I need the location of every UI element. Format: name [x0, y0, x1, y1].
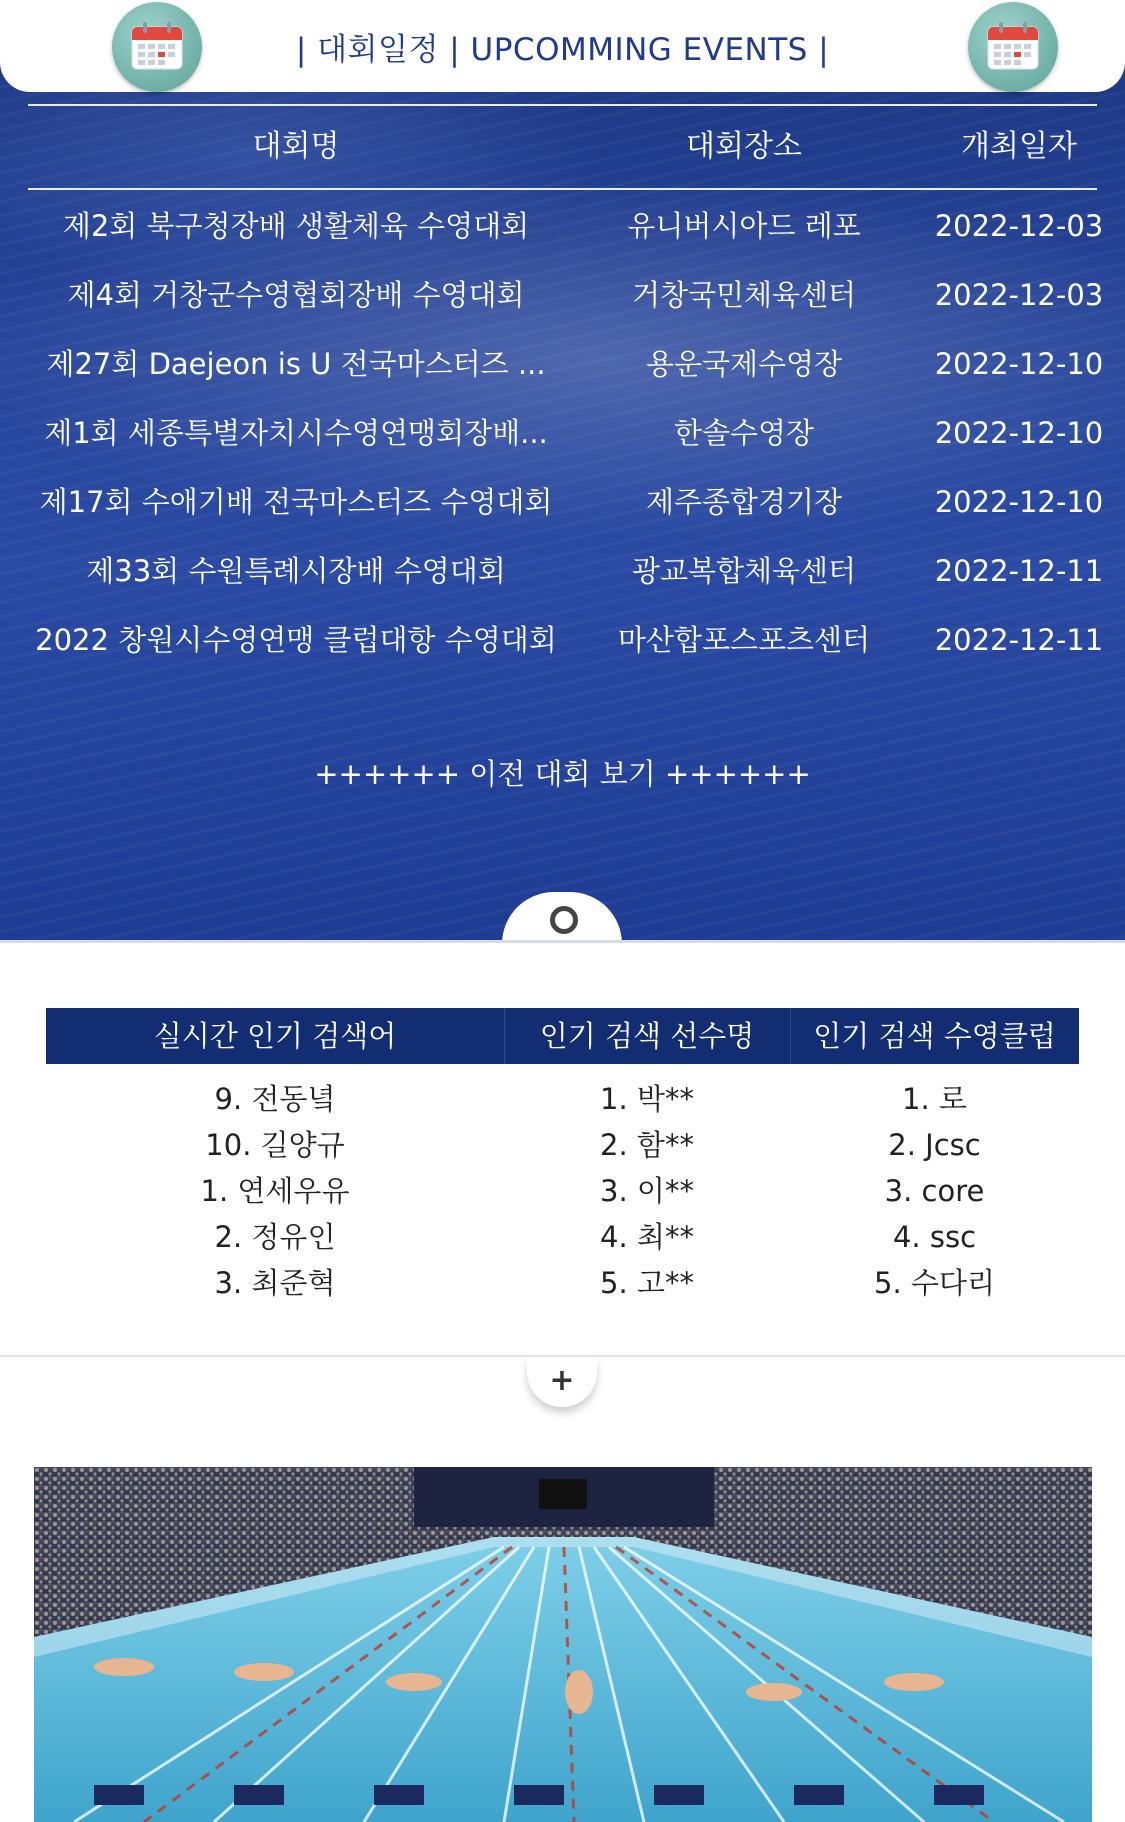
event-row[interactable] [28, 330, 1104, 399]
athlete-item[interactable]: 3. 이** [600, 1174, 694, 1208]
event-venue: 거창국민체육센터 [631, 278, 857, 312]
event-name[interactable]: 제4회 거창군수영협회장배 수영대회 [67, 278, 525, 312]
club-item[interactable]: 5. 수다리 [874, 1266, 995, 1300]
expand-button[interactable] [527, 1357, 597, 1407]
club-item[interactable]: 4. ssc [892, 1220, 977, 1254]
event-name[interactable]: 제1회 세종특별자치시수영연맹회장배... [44, 416, 548, 450]
event-venue: 유니버시아드 레포 [627, 209, 861, 243]
keyword-item[interactable]: 1. 연세우유 [200, 1174, 350, 1208]
event-row[interactable] [28, 537, 1104, 606]
section-divider-line [0, 940, 1125, 943]
event-name[interactable]: 제2회 북구청장배 생활체육 수영대회 [62, 209, 530, 243]
athlete-item[interactable]: 5. 고** [600, 1266, 694, 1300]
header-venue: 대회장소 [686, 129, 802, 164]
event-date: 2022-12-10 [934, 347, 1104, 381]
keywords-list [46, 1076, 504, 1306]
swimming-pool-photo [34, 1467, 1092, 1822]
event-date: 2022-12-10 [934, 416, 1104, 450]
header-popular-athletes: 인기 검색 선수명 [539, 1019, 755, 1053]
club-item[interactable]: 2. Jcsc [888, 1128, 981, 1162]
event-name[interactable]: 제17회 수애기배 전국마스터즈 수영대회 [39, 485, 553, 519]
event-venue: 한솔수영장 [673, 416, 815, 450]
event-row[interactable] [28, 399, 1104, 468]
keyword-item[interactable]: 2. 정유인 [214, 1220, 336, 1254]
events-title-bar [0, 0, 1125, 92]
athlete-item[interactable]: 1. 박** [600, 1082, 694, 1116]
club-item[interactable]: 1. 로 [902, 1082, 967, 1116]
events-table-header [28, 104, 1097, 190]
event-date: 2022-12-03 [934, 209, 1104, 243]
event-venue: 광교복합체육센터 [631, 554, 857, 588]
event-row[interactable] [28, 261, 1104, 330]
plus-icon: + [549, 1363, 575, 1398]
event-name[interactable]: 2022 창원시수영연맹 클럽대항 수영대회 [35, 623, 557, 657]
events-title: | 대회일정 | UPCOMMING EVENTS | [295, 32, 830, 68]
event-venue: 마산합포스포츠센터 [617, 623, 871, 657]
header-date: 개최일자 [961, 129, 1077, 164]
club-item[interactable]: 3. core [884, 1174, 985, 1208]
clubs-list [790, 1076, 1079, 1306]
event-name[interactable]: 제27회 Daejeon is U 전국마스터즈 ... [46, 347, 546, 381]
popular-search-header [46, 1008, 1079, 1064]
event-date: 2022-12-10 [934, 485, 1104, 519]
event-date: 2022-12-03 [934, 278, 1104, 312]
keyword-item[interactable]: 10. 길양규 [205, 1128, 345, 1162]
header-realtime-keywords: 실시간 인기 검색어 [153, 1019, 397, 1053]
event-row[interactable] [28, 468, 1104, 537]
keyword-item[interactable]: 9. 전동녘 [214, 1082, 336, 1116]
calendar-icon[interactable] [968, 2, 1058, 92]
header-popular-clubs: 인기 검색 수영클럽 [813, 1019, 1056, 1053]
keyword-item[interactable]: 3. 최준혁 [214, 1266, 336, 1300]
event-name[interactable]: 제33회 수원특례시장배 수영대회 [86, 554, 506, 588]
header-event-name: 대회명 [252, 129, 340, 164]
athlete-item[interactable]: 4. 최** [600, 1220, 694, 1254]
event-date: 2022-12-11 [934, 554, 1104, 588]
event-date: 2022-12-11 [934, 623, 1104, 657]
circle-icon [550, 906, 578, 934]
athlete-item[interactable]: 2. 함** [600, 1128, 694, 1162]
previous-events-link[interactable]: ++++++ 이전 대회 보기 ++++++ [314, 757, 811, 791]
athletes-list [504, 1076, 790, 1306]
section-divider-tab[interactable] [502, 892, 622, 942]
event-venue: 용운국제수영장 [645, 347, 843, 381]
events-table [28, 104, 1104, 675]
event-row[interactable] [28, 192, 1104, 261]
event-venue: 제주종합경기장 [645, 485, 843, 519]
popular-search-table [46, 1008, 1079, 1304]
event-row[interactable] [28, 606, 1104, 675]
